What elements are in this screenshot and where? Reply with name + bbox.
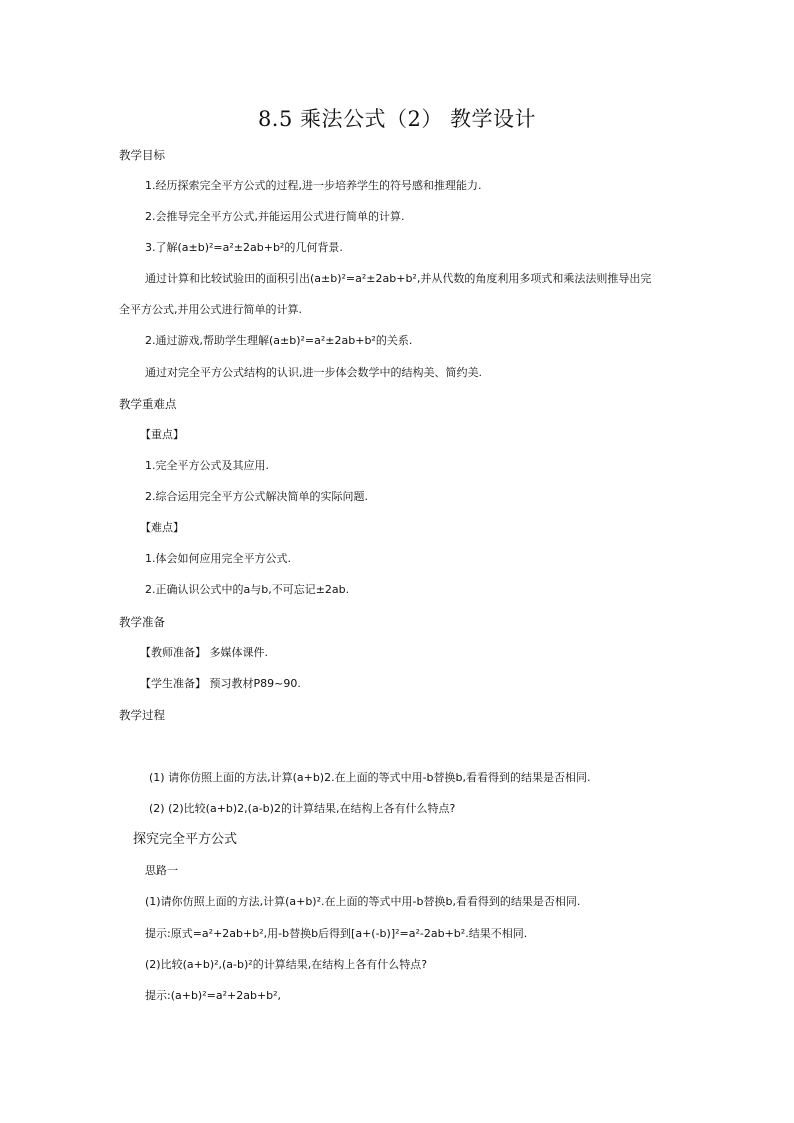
step-1: (1)请你仿照上面的方法,计算(a+b)².在上面的等式中用-b替换b,看看得到的结果是否相同. [145,895,581,908]
heading-goals: 教学目标 [119,148,165,162]
goal-5: 2.通过游戏,帮助学生理解(a±b)²=a²±2ab+b²的关系. [145,334,413,347]
difficulty-2: 2.正确认识公式中的a与b,不可忘记±2ab. [145,583,350,596]
explore-heading: 探究完全平方公式 [133,832,238,847]
goal-4-line-1: 通过计算和比较试验田的面积引出(a±b)²=a²±2ab+b²,并从代数的角度利用多项式和乘法法则推导出完 [145,272,652,285]
key-label: 【重点】 [140,428,184,441]
hint-2: 提示:(a+b)²=a²+2ab+b², [145,989,282,1002]
hint-1: 提示:原式=a²+2ab+b²,用-b替换b后得到[a+(-b)]²=a²-2ab+b².结果不相同. [145,927,528,940]
goal-1: 1.经历探索完全平方公式的过程,进一步培养学生的符号感和推理能力. [145,179,482,192]
question-2: (2) (2)比较(a+b)2,(a-b)2的计算结果,在结构上各有什么特点? [149,802,456,815]
goal-2: 2.会推导完全平方公式,并能运用公式进行简单的计算. [145,210,405,223]
step-2: (2)比较(a+b)²,(a-b)²的计算结果,在结构上各有什么特点? [145,958,428,971]
difficulty-1: 1.体会如何应用完全平方公式. [145,552,291,565]
goal-6: 通过对完全平方公式结构的认识,进一步体会数学中的结构美、简约美. [145,366,482,379]
heading-preparation: 教学准备 [119,615,165,629]
page-title: 8.5 乘法公式（2） 教学设计 [257,107,537,131]
idea-1-label: 思路一 [145,864,178,877]
key-2: 2.综合运用完全平方公式解决简单的实际问题. [145,490,368,503]
student-preparation: 【学生准备】 预习教材P89~90. [140,677,301,690]
difficulty-label: 【难点】 [140,521,184,534]
heading-key-points: 教学重难点 [119,397,177,411]
goal-4-line-2: 全平方公式,并用公式进行简单的计算. [119,303,302,316]
teacher-preparation: 【教师准备】 多媒体课件. [140,646,268,659]
key-1: 1.完全平方公式及其应用. [145,459,269,472]
goal-3: 3.了解(a±b)²=a²±2ab+b²的几何背景. [145,241,343,254]
question-1: (1) 请你仿照上面的方法,计算(a+b)2.在上面的等式中用-b替换b,看看得到的结果是否相同. [149,771,591,784]
heading-process: 教学过程 [119,708,165,722]
